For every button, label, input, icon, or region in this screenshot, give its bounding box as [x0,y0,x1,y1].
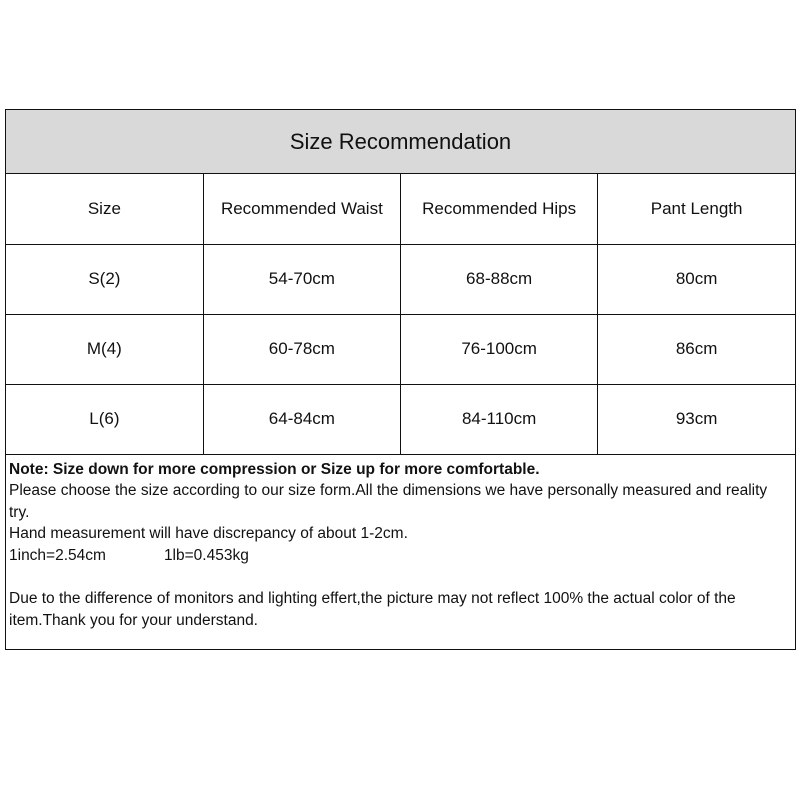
cell-hips: 76-100cm [401,314,598,384]
table-row [6,384,795,454]
header-pant-length: Pant Length [598,174,795,244]
note-text: Note: Size down for more compression or Size up for more comfortable. [9,460,540,478]
size-table [6,174,795,455]
header-size: Size [6,174,203,244]
notes-section [6,455,795,632]
spacer [9,566,791,588]
table-row [6,314,795,384]
cell-waist: 60-78cm [203,314,400,384]
header-hips: Recommended Hips [401,174,598,244]
header-waist: Recommended Waist [203,174,400,244]
cell-pant-length: 86cm [598,314,795,384]
lb-conversion: 1lb=0.453kg [163,546,249,564]
cell-hips: 84-110cm [401,384,598,454]
inch-conversion: 1inch=2.54cm [9,546,106,564]
chart-title: Size Recommendation [6,110,795,174]
disclaimer-text: Due to the difference of monitors and lighting effert,the picture may not reflect 100% the actual color of the item.Thank you for your understand. [9,590,736,629]
cell-size: S(2) [6,244,203,314]
discrepancy-text: Hand measurement will have discrepancy of about 1-2cm. [9,525,408,542]
cell-pant-length: 80cm [598,244,795,314]
cell-size: L(6) [6,384,203,454]
size-form-text: Please choose the size according to our size form.All the dimensions we have personally measured and reality try. [9,482,768,521]
cell-pant-length: 93cm [598,384,795,454]
cell-hips: 68-88cm [401,244,598,314]
cell-waist: 54-70cm [203,244,400,314]
cell-waist: 64-84cm [203,384,400,454]
size-chart [5,109,796,650]
cell-size: M(4) [6,314,203,384]
conversion-line [9,545,791,567]
table-header-row [6,174,795,244]
table-row [6,244,795,314]
